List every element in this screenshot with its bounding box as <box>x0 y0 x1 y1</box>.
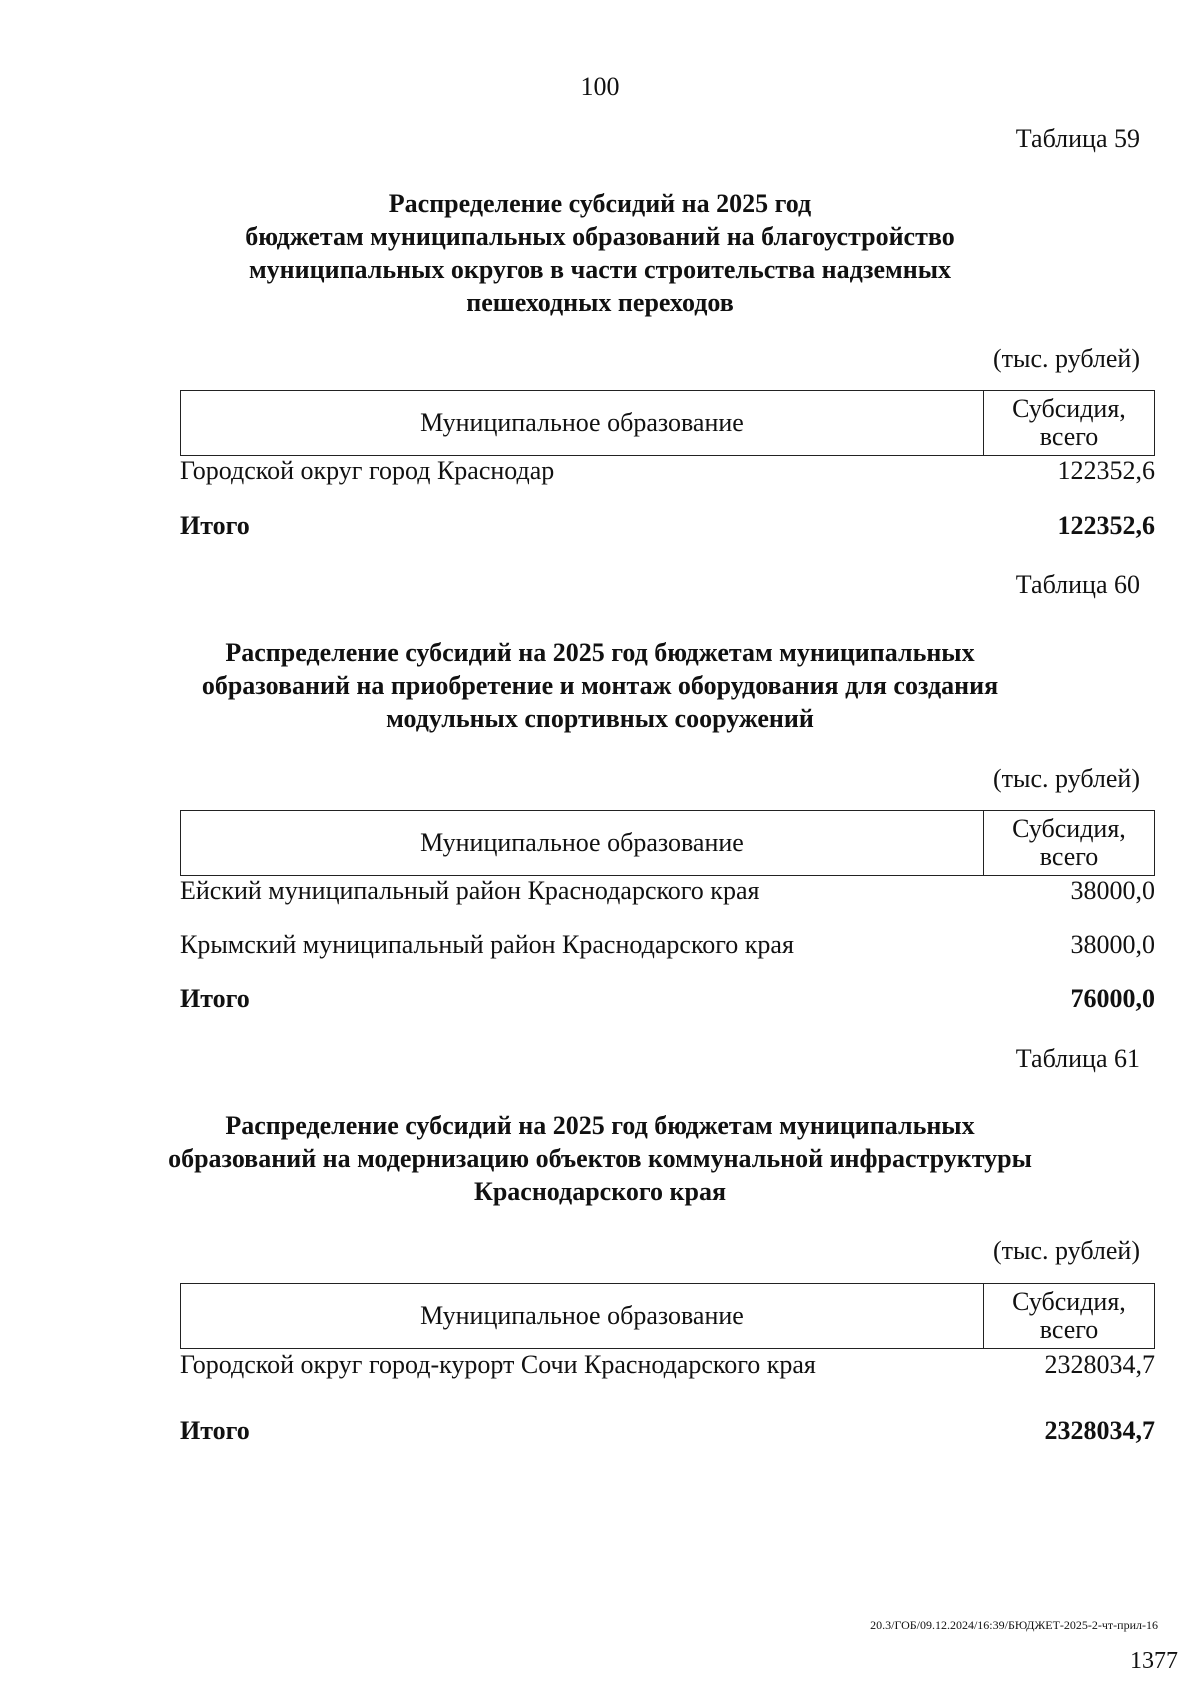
column-header-subsidy <box>984 1284 1154 1348</box>
table-heading <box>150 1109 1050 1208</box>
total-value: 2328034,7 <box>1044 1416 1155 1445</box>
column-header-municipality: Муниципальное образование <box>181 391 984 455</box>
column-header-line: всего <box>1039 1315 1099 1344</box>
table-heading <box>150 187 1050 319</box>
column-header-line: Субсидия, <box>1012 814 1126 843</box>
table-header <box>180 1283 1155 1349</box>
table-total-row <box>180 511 1155 541</box>
total-label: Итого <box>180 1416 250 1445</box>
column-header-subsidy <box>984 391 1154 455</box>
table-row <box>180 456 1155 486</box>
row-name: Городской округ город-курорт Сочи Краснодарского края <box>180 1350 816 1379</box>
heading-line: пешеходных переходов <box>466 288 734 317</box>
row-name: Городской округ город Краснодар <box>180 456 555 485</box>
sheet-number: 1377 <box>1130 1648 1178 1674</box>
units-label: (тыс. рублей) <box>992 764 1140 793</box>
table-label: Таблица 61 <box>1015 1044 1140 1073</box>
table-label: Таблица 59 <box>1015 124 1140 153</box>
heading-line: образований на приобретение и монтаж оборудования для создания <box>201 671 999 700</box>
table-label: Таблица 60 <box>1015 570 1140 599</box>
row-name: Крымский муниципальный район Краснодарского края <box>180 930 794 959</box>
page-number: 100 <box>580 72 620 101</box>
total-value: 76000,0 <box>1070 984 1155 1013</box>
table-row <box>180 876 1155 906</box>
row-name: Ейский муниципальный район Краснодарского края <box>180 876 760 905</box>
heading-line: Распределение субсидий на 2025 год <box>388 189 812 218</box>
row-value: 2328034,7 <box>1044 1350 1155 1379</box>
units-label: (тыс. рублей) <box>992 344 1140 373</box>
column-header-municipality: Муниципальное образование <box>181 811 984 875</box>
table-header <box>180 810 1155 876</box>
heading-line: муниципальных округов в части строительства надземных <box>248 255 952 284</box>
total-value: 122352,6 <box>1057 511 1155 540</box>
table-row <box>180 1350 1155 1380</box>
units-label: (тыс. рублей) <box>992 1236 1140 1265</box>
table-heading <box>150 636 1050 735</box>
heading-line: Распределение субсидий на 2025 год бюджетам муниципальных <box>225 638 975 667</box>
heading-line: Распределение субсидий на 2025 год бюджетам муниципальных <box>225 1111 975 1140</box>
table-total-row <box>180 1416 1155 1446</box>
row-value: 122352,6 <box>1057 456 1155 485</box>
column-header-line: Субсидия, <box>1012 394 1126 423</box>
column-header-line: Субсидия, <box>1012 1287 1126 1316</box>
column-header-line: всего <box>1039 842 1099 871</box>
total-label: Итого <box>180 984 250 1013</box>
heading-line: образований на модернизацию объектов коммунальной инфраструктуры <box>168 1144 1032 1173</box>
table-row <box>180 930 1155 960</box>
row-value: 38000,0 <box>1070 876 1155 905</box>
column-header-line: всего <box>1039 422 1099 451</box>
heading-line: бюджетам муниципальных образований на благоустройство <box>245 222 955 251</box>
total-label: Итого <box>180 511 250 540</box>
row-value: 38000,0 <box>1070 930 1155 959</box>
heading-line: Краснодарского края <box>473 1177 727 1206</box>
column-header-municipality: Муниципальное образование <box>181 1284 984 1348</box>
column-header-subsidy <box>984 811 1154 875</box>
document-code: 20.3/ГОБ/09.12.2024/16:39/БЮДЖЕТ-2025-2-чт-прил-16 <box>870 1618 1158 1632</box>
table-header <box>180 390 1155 456</box>
heading-line: модульных спортивных сооружений <box>386 704 814 733</box>
table-total-row <box>180 984 1155 1014</box>
